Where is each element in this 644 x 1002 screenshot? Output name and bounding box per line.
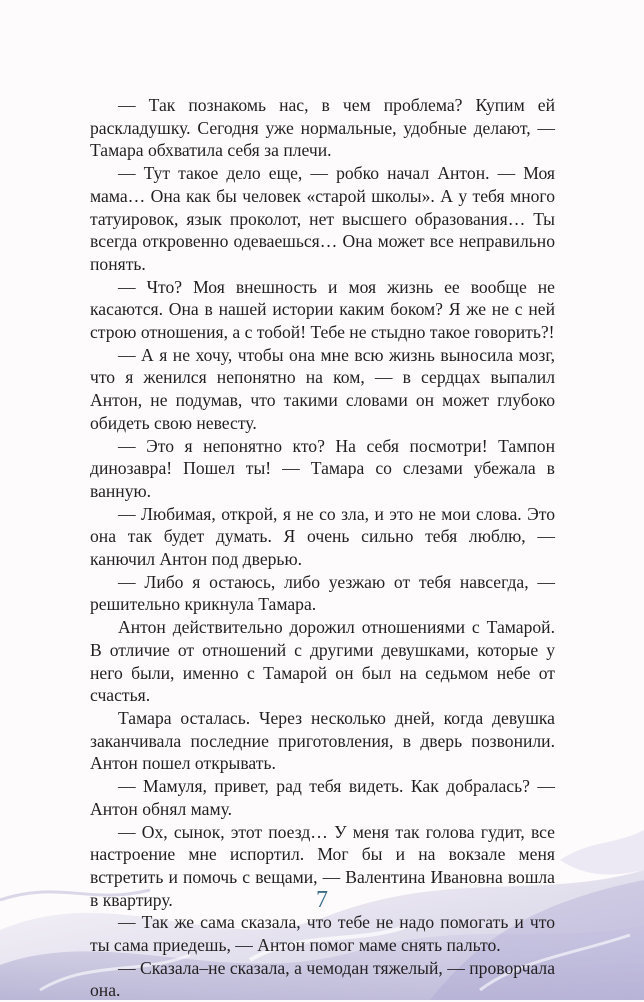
paragraph: — Мамуля, привет, рад тебя видеть. Как добралась? — Антон обнял маму. <box>90 776 555 819</box>
paragraph: — Любимая, открой, я не со зла, и это не мои слова. Это она так будет думать. Я очень сильно тебя люблю, — канючил Антон под дверью. <box>90 503 555 570</box>
paragraph: — Сказала–не сказала, а чемодан тяжелый, — проворчала она. <box>90 957 555 1001</box>
paragraph: — Так же сама сказала, что тебе не надо помогать и что ты сама приедешь, — Антон помог маме снять пальто. <box>90 912 555 956</box>
page-number: 7 <box>316 887 328 913</box>
paragraph: Тамара осталась. Через несколько дней, когда девушка заканчивала последние приготовления, в дверь позвонили. Антон пошел открывать. <box>90 707 555 774</box>
body-text <box>90 94 555 1002</box>
paragraph: Антон действительно дорожил отношениями с Тамарой. В отличие от отношений с другими девушками, которые у него были, именно с Тамарой он был на седьмом небе от счастья. <box>90 617 555 706</box>
paragraph: — Что? Моя внешность и моя жизнь ее вообще не касаются. Она в нашей истории каким боком? Я же не с ней строю отношения, а с тобой! Тебе не стыдно такое говорить?! <box>90 276 555 343</box>
paragraph: — Либо я остаюсь, либо уезжаю от тебя навсегда, — решительно крикнула Тамара. <box>90 571 555 615</box>
paragraph: — Тут такое дело еще, — робко начал Антон. — Моя мама… Она как бы человек «старой школы». А у тебя много татуировок, язык проколот, нет высшего образования… Ты всегда откровенно одеваешься… Она может все неправильно понять. <box>90 163 555 274</box>
paragraph: — Так познакомь нас, в чем проблема? Купим ей раскладушку. Сегодня уже нормальные, удобные делают, — Тамара обхватила себя за плечи. <box>90 95 555 161</box>
paragraph: — Это я непонятно кто? На себя посмотри! Тампон динозавра! Пошел ты! — Тамара со слезами убежала в ванную. <box>90 435 555 501</box>
paragraph: — Ох, сынок, этот поезд… У меня так голова гудит, все настроение мне испортил. Мог бы и на вокзале меня встретить и помочь с вещами, — Валентина Ивановна вошла в квартиру. <box>90 821 555 910</box>
paragraph: — А я не хочу, чтобы она мне всю жизнь выносила мозг, что я женился непонятно на ком, — в сердцах выпалил Антон, не подумав, что такими словами он может глубоко обидеть свою невесту. <box>90 344 555 433</box>
